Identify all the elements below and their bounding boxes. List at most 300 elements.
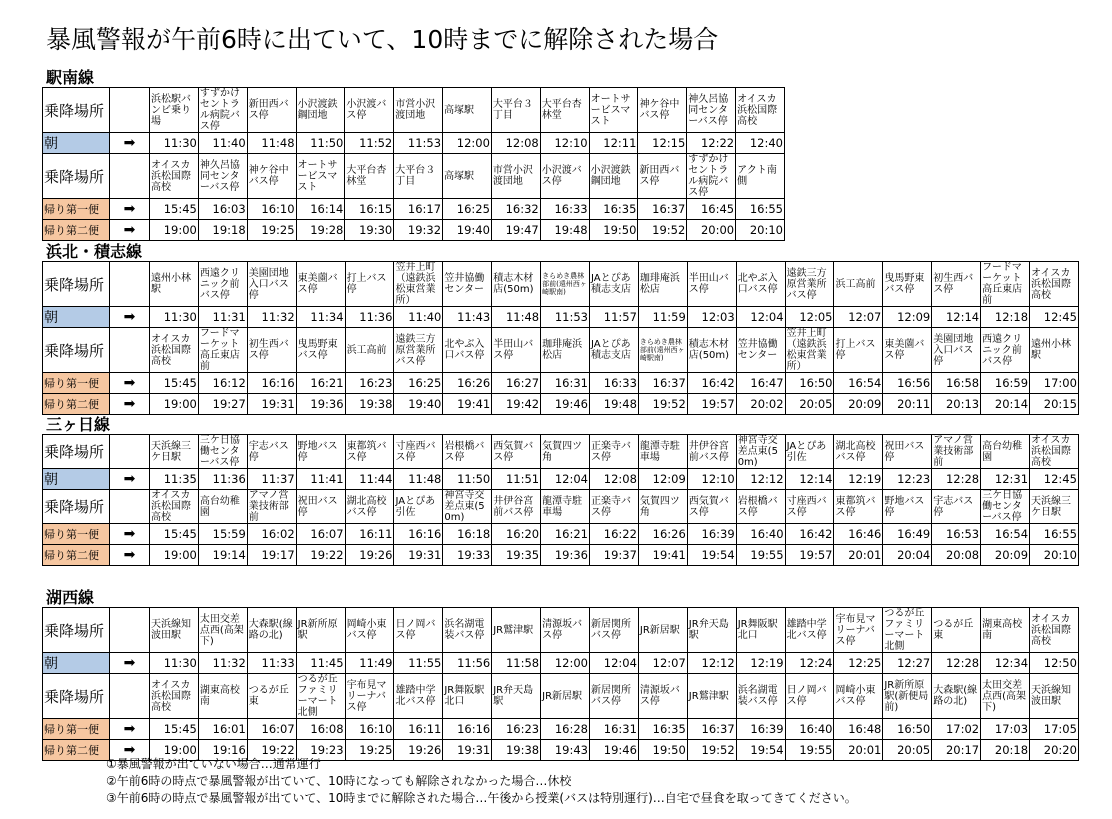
return-first-row	[43, 199, 785, 220]
time-cell: 11:50	[443, 469, 492, 490]
time-cell: 19:47	[491, 220, 540, 241]
time-cell: 19:22	[247, 740, 296, 761]
stop-cell: 曳馬野東バス停	[883, 262, 932, 307]
time-cell: 16:25	[394, 373, 443, 394]
arrow-right-icon: ➡	[110, 545, 150, 566]
stop-cell: 西遠クリニック前バス停	[198, 262, 247, 307]
time-cell: 19:55	[785, 740, 834, 761]
stop-cell: オートサービスマスト	[589, 88, 638, 133]
time-cell: 11:30	[150, 133, 199, 154]
stop-cell: 天浜線三ケ日駅	[1030, 490, 1079, 524]
stop-cell: JR鷲津駅	[687, 674, 736, 719]
time-cell: 19:52	[687, 740, 736, 761]
time-cell: 12:12	[687, 653, 736, 674]
timetable	[42, 434, 1079, 566]
time-cell: 19:54	[736, 740, 785, 761]
time-cell: 19:40	[394, 394, 443, 415]
time-cell: 20:20	[1030, 740, 1079, 761]
stop-cell: 北やぶ入口バス停	[443, 328, 492, 373]
stop-cell: 浜工高前	[834, 262, 883, 307]
time-cell: 20:14	[981, 394, 1030, 415]
morning-label: 朝	[43, 469, 110, 490]
morning-label: 朝	[43, 307, 110, 328]
time-cell: 16:21	[296, 373, 345, 394]
stop-header-label: 乗降場所	[43, 88, 110, 133]
stop-cell: 宇布見マリーナバス停	[834, 608, 883, 653]
time-cell: 19:31	[443, 740, 492, 761]
time-cell: 12:09	[883, 307, 932, 328]
stop-cell: すずかけセントラル病院バス停	[198, 88, 247, 133]
note-3: ③午前6時の時点で暴風警報が出ていて、10時までに解除された場合…午後から授業(バスは特別運行)…自宅で昼食を取ってきてください。	[106, 791, 857, 805]
stop-cell: きらめき農林部前(遠州西ヶ崎駅南)	[541, 262, 590, 307]
time-cell: 12:00	[443, 133, 492, 154]
stop-cell: アマノ営業技術部前	[932, 435, 981, 469]
stop-cell: 西気賀バス停	[492, 435, 541, 469]
time-cell: 16:39	[736, 719, 785, 740]
time-cell: 16:18	[443, 524, 492, 545]
arrow-right-icon: ➡	[110, 740, 150, 761]
return-second-label: 帰り第二便	[43, 545, 110, 566]
time-cell: 16:26	[638, 524, 687, 545]
stop-cell: 天浜線知波田駅	[150, 608, 199, 653]
stop-cell: 清源坂バス停	[638, 674, 687, 719]
time-cell: 20:05	[883, 740, 932, 761]
stop-cell: 寸座西バス停	[394, 435, 443, 469]
arrow-right-icon: ➡	[110, 653, 150, 674]
time-cell: 20:02	[736, 394, 785, 415]
stop-cell: JAとぴあ引佐	[394, 490, 443, 524]
page-title: 暴風警報が午前6時に出ていて、10時までに解除された場合	[46, 25, 719, 54]
time-cell: 16:08	[296, 719, 345, 740]
time-cell: 19:35	[492, 545, 541, 566]
stop-cell: 新居関所バス停	[590, 674, 639, 719]
stop-cell: 正楽寺バス停	[590, 490, 639, 524]
stop-cell: 小沢渡鉄鋼団地	[296, 88, 345, 133]
time-cell: 19:00	[150, 545, 199, 566]
stop-cell: 遠州小林駅	[1030, 328, 1079, 373]
time-cell: 16:25	[443, 199, 492, 220]
stop-cell: 高塚駅	[443, 88, 492, 133]
time-cell: 20:08	[932, 545, 981, 566]
time-cell: 19:26	[394, 740, 443, 761]
empty-cell	[110, 435, 150, 469]
stop-cell: 三ケ日協働センターバス停	[198, 435, 247, 469]
stop-header-label: 乗降場所	[43, 608, 110, 653]
time-cell: 19:48	[590, 394, 639, 415]
time-cell: 11:32	[247, 307, 296, 328]
time-cell: 16:15	[345, 199, 394, 220]
time-cell: 19:31	[394, 545, 443, 566]
stop-cell: きらめき農林部前(遠州西ヶ崎駅南)	[638, 328, 687, 373]
time-cell: 12:05	[785, 307, 834, 328]
stop-cell: つるが丘東	[247, 674, 296, 719]
stop-cell: 大森駅(線路の北)	[247, 608, 296, 653]
stop-cell: 清源坂バス停	[541, 608, 590, 653]
stop-cell: 大平台３丁目	[394, 154, 443, 199]
time-cell: 16:11	[394, 719, 443, 740]
empty-cell	[110, 88, 150, 133]
stop-header-label: 乗降場所	[43, 328, 110, 373]
time-cell: 19:41	[443, 394, 492, 415]
time-cell: 11:55	[394, 653, 443, 674]
stop-cell: フードマーケット高丘東店前	[198, 328, 247, 373]
stop-cell: オイスカ浜松国際高校	[150, 674, 199, 719]
time-cell: 12:08	[491, 133, 540, 154]
time-cell: 16:03	[198, 199, 247, 220]
stop-cell: 湖東高校南	[981, 608, 1030, 653]
arrow-right-icon: ➡	[110, 133, 150, 154]
time-cell: 11:36	[345, 307, 394, 328]
time-cell: 11:51	[492, 469, 541, 490]
time-cell: 17:00	[1030, 373, 1079, 394]
stop-header-label: 乗降場所	[43, 154, 110, 199]
time-cell: 12:07	[834, 307, 883, 328]
stop-cell: 井伊谷宮前バス停	[492, 490, 541, 524]
time-cell: 16:42	[687, 373, 736, 394]
time-cell: 12:04	[590, 653, 639, 674]
notes	[106, 756, 857, 807]
stop-cell: 北やぶ入口バス停	[736, 262, 785, 307]
stop-cell: 東都筑バス停	[345, 435, 394, 469]
time-cell: 16:40	[785, 719, 834, 740]
time-cell: 11:32	[198, 653, 247, 674]
timetable	[42, 87, 785, 241]
time-cell: 11:40	[198, 133, 247, 154]
stop-cell: オイスカ浜松国際高校	[736, 88, 785, 133]
arrow-right-icon: ➡	[110, 307, 150, 328]
time-cell: 16:37	[687, 719, 736, 740]
time-cell: 16:07	[247, 719, 296, 740]
time-cell: 16:59	[981, 373, 1030, 394]
time-cell: 19:33	[443, 545, 492, 566]
time-cell: 15:59	[198, 524, 247, 545]
time-cell: 11:43	[443, 307, 492, 328]
stop-cell: 湖北高校バス停	[834, 435, 883, 469]
stop-cell: 三ケ日協働センターバス停	[981, 490, 1030, 524]
time-cell: 16:02	[247, 524, 296, 545]
stop-header-label: 乗降場所	[43, 674, 110, 719]
time-cell: 19:28	[296, 220, 345, 241]
time-cell: 11:44	[345, 469, 394, 490]
time-cell: 16:35	[589, 199, 638, 220]
time-cell: 11:53	[541, 307, 590, 328]
note-1: ①暴風警報が出ていない場合…通常運行	[106, 757, 321, 771]
time-cell: 20:17	[932, 740, 981, 761]
stop-cell: 浜工高前	[345, 328, 394, 373]
time-cell: 19:27	[198, 394, 247, 415]
stop-cell: 積志木材店(50m)	[687, 328, 736, 373]
stop-cell: 浜名湖電装バス停	[443, 608, 492, 653]
time-cell: 19:30	[345, 220, 394, 241]
time-cell: 16:54	[834, 373, 883, 394]
time-cell: 11:57	[590, 307, 639, 328]
stop-header-row	[43, 88, 785, 133]
time-cell: 19:40	[443, 220, 492, 241]
time-cell: 12:18	[981, 307, 1030, 328]
empty-cell	[110, 674, 150, 719]
stop-cell: 宇志バス停	[932, 490, 981, 524]
stop-cell: 寸座西バス停	[785, 490, 834, 524]
stop-cell: 龍潭寺駐車場	[541, 490, 590, 524]
stop-cell: 岩根橋バス停	[443, 435, 492, 469]
stop-cell: 西遠クリニック前バス停	[981, 328, 1030, 373]
time-cell: 11:34	[296, 307, 345, 328]
stop-cell: フードマーケット高丘東店前	[981, 262, 1030, 307]
return-first-label: 帰り第一便	[43, 524, 110, 545]
stop-cell: 打上バス停	[834, 328, 883, 373]
time-cell: 19:50	[589, 220, 638, 241]
time-cell: 16:16	[394, 524, 443, 545]
line-title: 三ヶ日線	[46, 415, 111, 434]
time-cell: 16:10	[247, 199, 296, 220]
stop-cell: 浜松駅バンビ乗り場	[150, 88, 199, 133]
time-cell: 12:10	[687, 469, 736, 490]
time-cell: 16:11	[345, 524, 394, 545]
time-cell: 11:33	[247, 653, 296, 674]
time-cell: 19:54	[687, 545, 736, 566]
time-cell: 19:32	[394, 220, 443, 241]
time-cell: 12:11	[589, 133, 638, 154]
stop-cell: 気賀四ツ角	[638, 490, 687, 524]
stop-cell: 湖東高校南	[198, 674, 247, 719]
stop-cell: 神ケ谷中バス停	[247, 154, 296, 199]
time-cell: 16:47	[736, 373, 785, 394]
stop-cell: 雄踏中学北バス停	[394, 674, 443, 719]
time-cell: 20:05	[785, 394, 834, 415]
time-cell: 11:52	[345, 133, 394, 154]
time-cell: 16:17	[394, 199, 443, 220]
empty-cell	[110, 328, 150, 373]
time-cell: 20:10	[1030, 545, 1079, 566]
arrow-right-icon: ➡	[110, 373, 150, 394]
time-cell: 16:50	[883, 719, 932, 740]
time-cell: 12:12	[736, 469, 785, 490]
stop-cell: 遠鉄三方原営業所バス停	[394, 328, 443, 373]
stop-cell: 高台幼稚園	[198, 490, 247, 524]
stop-header-label: 乗降場所	[43, 262, 110, 307]
time-cell: 16:55	[736, 199, 785, 220]
time-cell: 19:16	[198, 740, 247, 761]
time-cell: 15:45	[150, 524, 199, 545]
stop-cell: JR新居駅	[541, 674, 590, 719]
stop-cell: 笠井上町（遠鉄浜松東営業所）	[785, 328, 834, 373]
time-cell: 17:05	[1030, 719, 1079, 740]
arrow-right-icon: ➡	[110, 394, 150, 415]
return-second-row	[43, 394, 1079, 415]
arrow-right-icon: ➡	[110, 220, 150, 241]
stop-cell: オイスカ浜松国際高校	[1030, 262, 1079, 307]
stop-cell: 宇布見マリーナバス停	[345, 674, 394, 719]
time-cell: 12:34	[981, 653, 1030, 674]
return-second-label: 帰り第二便	[43, 740, 110, 761]
return-second-label: 帰り第二便	[43, 220, 110, 241]
time-cell: 20:15	[1030, 394, 1079, 415]
stop-cell: 打上バス停	[345, 262, 394, 307]
time-cell: 16:10	[345, 719, 394, 740]
stop-cell: 天浜線知波田駅	[1030, 674, 1079, 719]
stop-cell: オイスカ浜松国際高校	[150, 328, 199, 373]
stop-cell: 美園団地入口バス停	[932, 328, 981, 373]
time-cell: 12:50	[1030, 653, 1079, 674]
stop-cell: 岩根橋バス停	[736, 490, 785, 524]
time-cell: 16:53	[932, 524, 981, 545]
time-cell: 16:28	[541, 719, 590, 740]
stop-cell: JR舞阪駅北口	[736, 608, 785, 653]
stop-header-row	[43, 490, 1079, 524]
stop-cell: 神久呂協同センターバス停	[687, 88, 736, 133]
stop-cell: 岡崎小東バス停	[834, 674, 883, 719]
morning-row	[43, 469, 1079, 490]
return-second-label: 帰り第二便	[43, 394, 110, 415]
time-cell: 16:32	[491, 199, 540, 220]
stop-header-row	[43, 674, 1079, 719]
stop-cell: 珈琲庵浜松店	[638, 262, 687, 307]
stop-header-row	[43, 608, 1079, 653]
time-cell: 16:22	[590, 524, 639, 545]
time-cell: 11:41	[296, 469, 345, 490]
empty-cell	[110, 608, 150, 653]
time-cell: 19:57	[687, 394, 736, 415]
stop-cell: アクト南側	[736, 154, 785, 199]
time-cell: 15:45	[150, 373, 199, 394]
time-cell: 19:48	[540, 220, 589, 241]
time-cell: 19:23	[296, 740, 345, 761]
time-cell: 16:55	[1030, 524, 1079, 545]
time-cell: 16:26	[443, 373, 492, 394]
time-cell: 16:16	[247, 373, 296, 394]
stop-cell: 神ケ谷中バス停	[638, 88, 687, 133]
time-cell: 16:45	[687, 199, 736, 220]
time-cell: 11:36	[198, 469, 247, 490]
time-cell: 19:00	[150, 220, 199, 241]
empty-cell	[110, 262, 150, 307]
time-cell: 16:31	[541, 373, 590, 394]
stop-cell: 美園団地入口バス停	[247, 262, 296, 307]
stop-cell: 雄踏中学北バス停	[785, 608, 834, 653]
time-cell: 19:14	[198, 545, 247, 566]
stop-cell: 遠鉄三方原営業所バス停	[785, 262, 834, 307]
stop-cell: JAとぴあ積志支店	[590, 328, 639, 373]
stop-cell: 小沢渡バス停	[540, 154, 589, 199]
time-cell: 19:31	[247, 394, 296, 415]
time-cell: 19:17	[247, 545, 296, 566]
time-cell: 11:35	[150, 469, 199, 490]
time-cell: 16:54	[981, 524, 1030, 545]
stop-cell: 太田交差点西(高架下)	[198, 608, 247, 653]
time-cell: 11:31	[198, 307, 247, 328]
time-cell: 12:22	[687, 133, 736, 154]
time-cell: 20:18	[981, 740, 1030, 761]
stop-cell: 宇志バス停	[247, 435, 296, 469]
line-title: 駅南線	[46, 68, 95, 87]
return-second-row	[43, 220, 785, 241]
stop-cell: 新田西バス停	[247, 88, 296, 133]
time-cell: 11:49	[345, 653, 394, 674]
time-cell: 12:23	[883, 469, 932, 490]
time-cell: 16:23	[492, 719, 541, 740]
stop-cell: JR鷲津駅	[492, 608, 541, 653]
time-cell: 16:01	[198, 719, 247, 740]
stop-cell: 大平台杏林堂	[540, 88, 589, 133]
time-cell: 19:52	[638, 220, 687, 241]
stop-cell: 初生西バス停	[247, 328, 296, 373]
time-cell: 11:30	[150, 307, 199, 328]
stop-cell: JR舞阪駅北口	[443, 674, 492, 719]
stop-cell: 野地バス停	[296, 435, 345, 469]
time-cell: 19:25	[247, 220, 296, 241]
time-cell: 12:24	[785, 653, 834, 674]
time-cell: 12:28	[932, 469, 981, 490]
time-cell: 12:45	[1030, 469, 1079, 490]
time-cell: 19:36	[541, 545, 590, 566]
time-cell: 12:10	[540, 133, 589, 154]
time-cell: 17:03	[981, 719, 1030, 740]
stop-cell: 龍潭寺駐車場	[638, 435, 687, 469]
stop-cell: つるが丘ファミリーマート北側	[296, 674, 345, 719]
time-cell: 19:36	[296, 394, 345, 415]
time-cell: 15:45	[150, 199, 199, 220]
stop-cell: 気賀四ツ角	[541, 435, 590, 469]
time-cell: 16:46	[834, 524, 883, 545]
stop-cell: オイスカ浜松国際高校	[1030, 608, 1079, 653]
time-cell: 12:45	[1030, 307, 1079, 328]
stop-cell: 遠州小林駅	[150, 262, 199, 307]
time-cell: 12:15	[638, 133, 687, 154]
time-cell: 20:01	[834, 545, 883, 566]
time-cell: 16:42	[785, 524, 834, 545]
stop-cell: 神久呂協同センターバス停	[198, 154, 247, 199]
time-cell: 12:27	[883, 653, 932, 674]
time-cell: 11:45	[296, 653, 345, 674]
stop-cell: 神宮寺交差点東(50m)	[736, 435, 785, 469]
time-cell: 11:48	[492, 307, 541, 328]
return-first-row	[43, 524, 1079, 545]
stop-cell: 正楽寺バス停	[590, 435, 639, 469]
time-cell: 12:07	[638, 653, 687, 674]
time-cell: 19:46	[590, 740, 639, 761]
empty-cell	[110, 490, 150, 524]
time-cell: 11:56	[443, 653, 492, 674]
stop-cell: JR弁天島駅	[492, 674, 541, 719]
stop-cell: 市営小沢渡団地	[394, 88, 443, 133]
time-cell: 16:33	[540, 199, 589, 220]
line-title: 浜北・積志線	[46, 242, 143, 261]
time-cell: 16:33	[590, 373, 639, 394]
time-cell: 16:40	[736, 524, 785, 545]
time-cell: 12:31	[981, 469, 1030, 490]
stop-cell: 半田山バス停	[687, 262, 736, 307]
morning-label: 朝	[43, 133, 110, 154]
time-cell: 19:18	[198, 220, 247, 241]
stop-cell: 東美薗バス停	[296, 262, 345, 307]
stop-cell: 積志木材店(50m)	[492, 262, 541, 307]
arrow-right-icon: ➡	[110, 199, 150, 220]
time-cell: 12:19	[736, 653, 785, 674]
stop-cell: 神宮寺交差点東(50m)	[443, 490, 492, 524]
stop-cell: 湖北高校バス停	[345, 490, 394, 524]
time-cell: 11:40	[394, 307, 443, 328]
stop-header-row	[43, 262, 1079, 307]
time-cell: 16:31	[590, 719, 639, 740]
stop-header-label: 乗降場所	[43, 435, 110, 469]
stop-cell: 市営小沢渡団地	[491, 154, 540, 199]
return-first-row	[43, 719, 1079, 740]
stop-cell: 新田西バス停	[638, 154, 687, 199]
stop-cell: オートサービスマスト	[296, 154, 345, 199]
time-cell: 16:35	[638, 719, 687, 740]
time-cell: 19:38	[492, 740, 541, 761]
stop-cell: 野地バス停	[883, 490, 932, 524]
